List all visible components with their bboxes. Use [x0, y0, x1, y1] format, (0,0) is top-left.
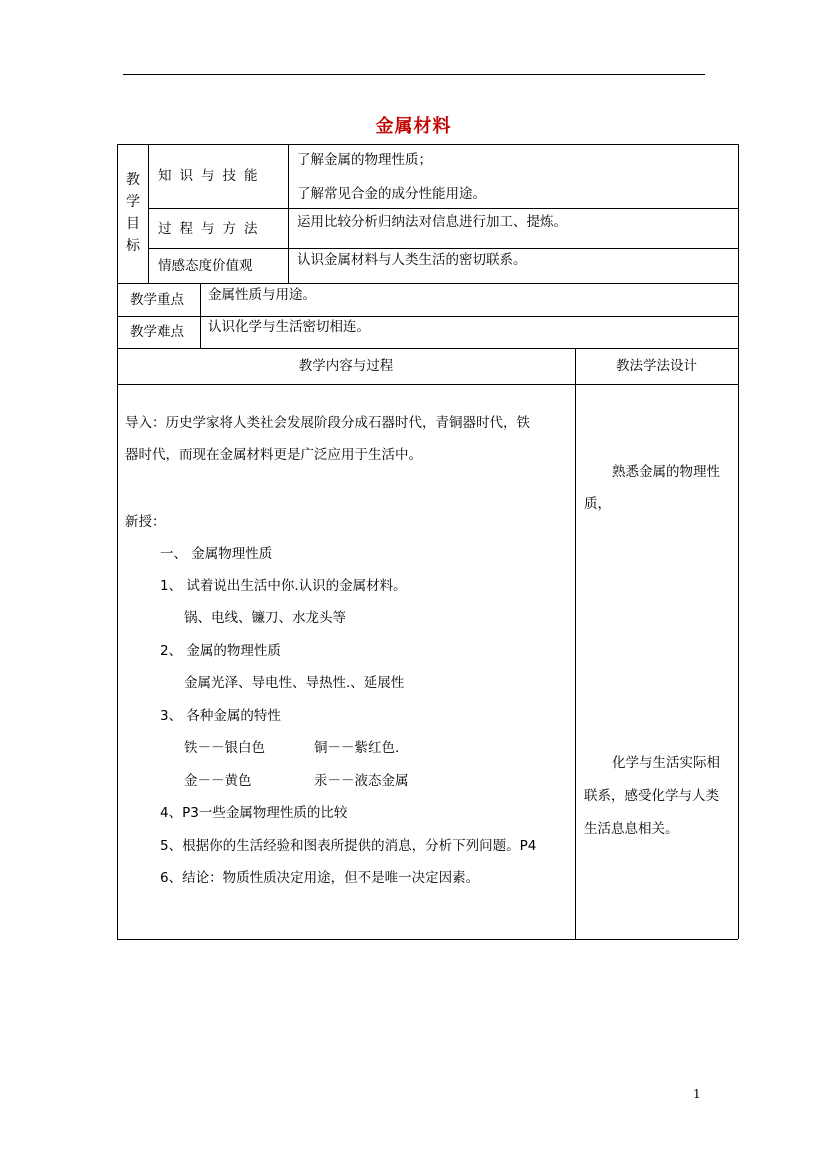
- difficulty-content: 认识化学与生活密切相连。: [208, 319, 370, 335]
- list-item: 4、P3一些金属物理性质的比较: [160, 805, 348, 821]
- objective-content-line: 了解常见合金的成分性能用途。: [297, 186, 486, 202]
- metal-property: 铜－－紫红色.: [314, 740, 400, 756]
- row-divider: [117, 348, 738, 349]
- table-border-right: [738, 144, 739, 939]
- list-item: 3、 各种金属的特性: [160, 708, 281, 724]
- column-header-methods: 教法学法设计: [616, 358, 697, 374]
- group-label-char: 目: [126, 216, 140, 232]
- list-item-detail: 锅、电线、镰刀、水龙头等: [184, 610, 346, 626]
- metal-property: 铁－－银白色: [184, 740, 265, 756]
- list-item: 1、 试着说出生活中你.认识的金属材料。: [160, 578, 407, 594]
- col-divider: [148, 144, 149, 283]
- difficulty-label: 教学难点: [130, 324, 184, 340]
- col-divider: [288, 144, 289, 283]
- method-note: 化学与生活实际相: [612, 755, 720, 771]
- objective-content-line: 认识金属材料与人类生活的密切联系。: [297, 252, 527, 268]
- intro-text: 导入：历史学家将人类社会发展阶段分成石器时代，青铜器时代，铁: [125, 415, 530, 431]
- objective-label-attitude: 情感态度价值观: [158, 258, 253, 274]
- row-divider: [148, 208, 738, 209]
- metal-property: 金－－黄色: [184, 773, 252, 789]
- table-border-bottom: [117, 939, 738, 940]
- row-divider: [117, 384, 738, 385]
- group-label-char: 教: [126, 172, 140, 188]
- method-note: 联系，感受化学与人类: [584, 788, 719, 804]
- table-border-top: [117, 144, 738, 145]
- objectives-group-label: [123, 169, 143, 257]
- method-note: 质，: [584, 496, 611, 512]
- method-note: 熟悉金属的物理性: [612, 464, 720, 480]
- method-note: 生活息息相关。: [584, 821, 679, 837]
- objective-label-knowledge: 知识与技能: [158, 168, 266, 184]
- new-lesson-heading: 新授：: [125, 514, 166, 530]
- page-number: 1: [693, 1087, 701, 1101]
- list-item-detail: 金属光泽、导电性、导热性.、延展性: [184, 675, 405, 691]
- objective-content-line: 运用比较分析归纳法对信息进行加工、提炼。: [297, 214, 567, 230]
- column-header-content: 教学内容与过程: [298, 358, 394, 374]
- col-divider: [200, 283, 201, 348]
- col-divider: [575, 348, 576, 939]
- intro-text: 器时代，而现在金属材料更是广泛应用于生活中。: [125, 447, 422, 463]
- key-point-content: 金属性质与用途。: [208, 287, 316, 303]
- group-label-char: 标: [126, 238, 140, 254]
- table-border-left: [117, 144, 118, 939]
- list-item: 6、结论：物质性质决定用途，但不是唯一决定因素。: [160, 870, 480, 886]
- row-divider: [148, 248, 738, 249]
- group-label-char: 学: [126, 194, 140, 210]
- row-divider: [117, 283, 738, 284]
- list-item: 2、 金属的物理性质: [160, 643, 281, 659]
- metal-property: 汞－－液态金属: [314, 773, 409, 789]
- list-item: 5、根据你的生活经验和图表所提供的消息，分析下列问题。P4: [160, 838, 537, 854]
- objective-content-line: 了解金属的物理性质；: [297, 152, 432, 168]
- objective-label-process: 过程与方法: [158, 221, 266, 237]
- section-heading: 一、 金属物理性质: [160, 546, 273, 562]
- header-rule: [123, 74, 705, 75]
- key-point-label: 教学重点: [130, 292, 184, 308]
- page-title: 金属材料: [375, 116, 452, 137]
